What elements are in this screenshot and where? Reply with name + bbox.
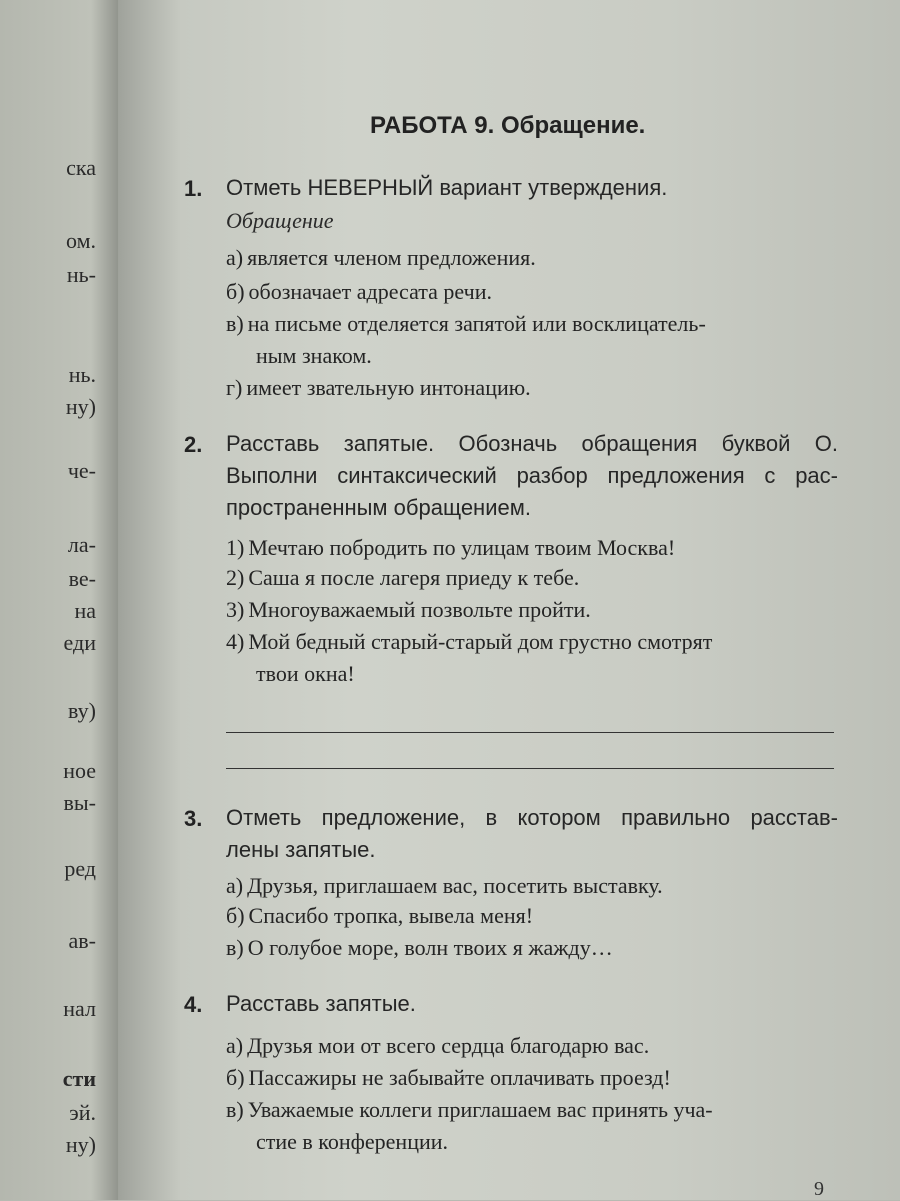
sentence-text: Мой бедный старый-старый дом грустно смотрят [248,629,713,654]
left-text-fragment: ве- [68,566,96,591]
task-3-number: 3. [184,806,203,831]
sentence-text: Друзья мои от всего сердца благодарю вас. [247,1033,650,1058]
prompt-line: Расставь запятые. Обозначь обращения буквой О. [226,431,838,456]
left-text-fragment: сти [62,1066,96,1091]
task-4-sentence-b [226,1062,838,1094]
option-label: а) [226,245,244,270]
left-page-edge [0,0,130,1200]
task-3-option-b[interactable] [226,900,838,932]
left-text-fragment: ав- [68,928,96,953]
task-3-prompt [226,802,838,866]
task-1-option-d[interactable] [226,372,838,404]
sentence-text-continued: стие в конференции. [256,1129,449,1154]
task-1-prompt: Отметь НЕВЕРНЫЙ вариант утверждения. [226,175,668,200]
sentence-text: Мечтаю побродить по улицам твоим Москва! [248,535,676,560]
option-label: а) [226,1033,244,1058]
sentence-text: Многоуважаемый позвольте пройти. [248,597,591,622]
left-text-fragment: нь- [66,262,96,287]
page-title: РАБОТА 9. Обращение. [370,112,646,139]
prompt-line: пространенным обращением. [226,495,531,520]
left-text-fragment: ред [64,856,96,881]
task-3-option-a[interactable] [226,870,838,902]
option-label: г) [226,375,243,400]
task-4-prompt: Расставь запятые. [226,991,416,1016]
prompt-line: лены запятые. [226,837,376,862]
left-text-fragment: вы- [63,790,96,815]
sentence-text: Уважаемые коллеги приглашаем вас принять уча- [247,1097,713,1122]
option-text: Спасибо тропка, вывела меня! [248,903,534,928]
left-text-fragment: ом. [65,228,96,253]
option-text: Друзья, приглашаем вас, посетить выставку. [247,873,663,898]
option-label: б) [226,903,245,928]
option-label: в) [226,1097,244,1122]
option-text-continued: ным знаком. [256,343,372,368]
option-label: 2) [226,565,245,590]
task-2-sentence-3 [226,594,838,626]
task-4-sentence-a [226,1030,838,1062]
task-2-sentence-1 [226,532,838,564]
task-2-number: 2. [184,432,203,457]
left-text-fragment: ное [63,758,96,783]
left-text-fragment: ну) [65,394,96,419]
left-text-fragment: ву) [68,698,96,723]
option-text: О голубое море, волн твоих я жажду… [247,935,613,960]
task-2-prompt [226,428,838,524]
prompt-line: Отметь предложение, в котором правильно расстав- [226,805,838,830]
task-1-subhead: Обращение [226,208,334,233]
prompt-line: Выполни синтаксический разбор предложения с рас- [226,463,838,488]
left-text-fragment: че- [67,458,96,483]
answer-line[interactable] [226,768,834,769]
option-label: 4) [226,629,245,654]
task-3-option-c[interactable] [226,932,838,964]
option-label: 1) [226,535,245,560]
left-text-fragment: нь. [68,362,96,387]
task-4-number: 4. [184,992,203,1017]
left-text-fragment: ска [66,155,96,180]
answer-line[interactable] [226,732,834,733]
sentence-text: Пассажиры не забывайте оплачивать проезд! [248,1065,671,1090]
option-text: обозначает адресата речи. [248,279,492,304]
task-4-sentence-c [226,1094,838,1158]
option-label: 3) [226,597,245,622]
page-number: 9 [814,1178,824,1200]
option-text: на письме отделяется запятой или восклицатель- [247,311,706,336]
option-text: имеет звательную интонацию. [246,375,531,400]
task-1-option-c[interactable] [226,308,838,372]
left-text-fragment: ла- [67,532,96,557]
option-label: а) [226,873,244,898]
option-label: б) [226,279,245,304]
task-1-number: 1. [184,176,203,201]
option-label: б) [226,1065,245,1090]
left-text-fragment: еди [63,630,96,655]
task-2-sentence-2 [226,562,838,594]
left-text-fragment: эй. [69,1100,96,1125]
left-text-fragment: на [74,598,96,623]
option-text: является членом предложения. [247,245,536,270]
left-text-fragment: нал [63,996,96,1021]
sentence-text-continued: твои окна! [256,661,355,686]
option-label: в) [226,935,244,960]
left-text-fragment: ну) [65,1132,96,1157]
task-1-option-b[interactable] [226,276,838,308]
sentence-text: Саша я после лагеря приеду к тебе. [248,565,580,590]
task-1-option-a[interactable] [226,242,838,274]
option-label: в) [226,311,244,336]
task-2-sentence-4 [226,626,838,690]
